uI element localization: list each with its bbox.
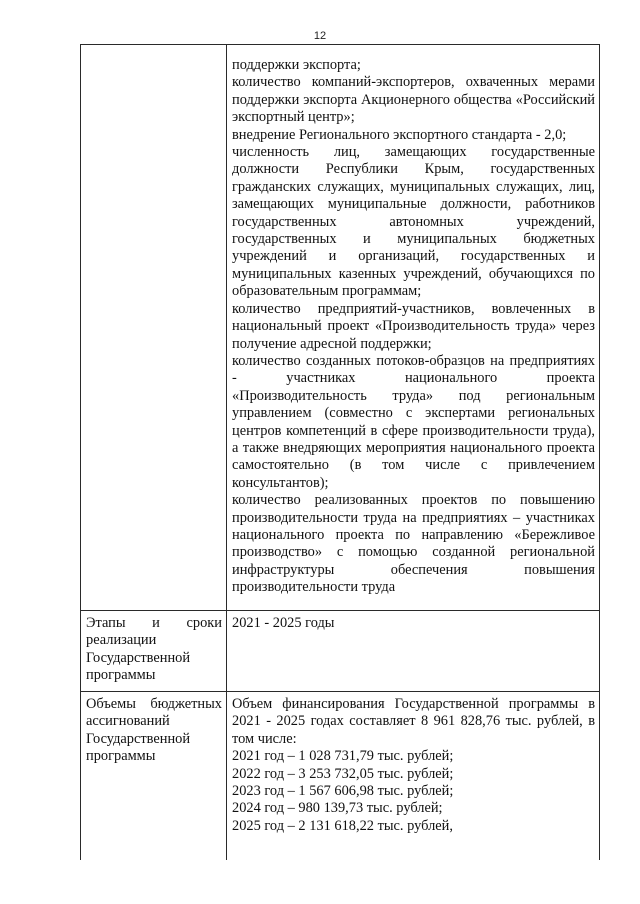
indicator-item: внедрение Регионального экспортного стандарта - 2,0; xyxy=(232,126,567,143)
stages-label-cell: Этапы и сроки реализации Государственной программы xyxy=(81,611,227,692)
table-row-indicators xyxy=(81,45,600,611)
page-number: 12 xyxy=(313,30,327,42)
indicators-label-cell xyxy=(81,45,227,611)
budget-year-line: 2022 год – 3 253 732,05 тыс. рублей; xyxy=(232,765,454,782)
budget-intro: Объем финансирования Государственной программы в 2021 - 2025 годах составляет 8 961 828,76 тыс. рублей, в том числе: xyxy=(232,696,595,747)
budget-year-line: 2021 год – 1 028 731,79 тыс. рублей; xyxy=(232,748,454,765)
indicators-value-cell xyxy=(227,45,600,611)
table-row-budget xyxy=(81,692,600,861)
budget-value-cell xyxy=(227,692,600,861)
indicator-item: количество созданных потоков-образцов на предприятиях - участниках национального проекта «Производительность труда» под региональным управлением (совместно с экспертами региональных центров компетенций в сфере производительности труда), а также внедряющих мероприятия национального проекта самостоятельно (в том числе с привлечением консультантов); xyxy=(232,352,595,491)
table-row-stages xyxy=(81,611,600,692)
budget-year-line: 2024 год – 980 139,73 тыс. рублей; xyxy=(232,800,443,817)
indicator-item: количество реализованных проектов по повышению производительности труда на предприятиях – участниках национального проекта по направлению «Бережливое производство» с помощью созданной региональной инфраструктуры обеспечения повышения производительности труда xyxy=(232,492,595,596)
indicator-item: численность лиц, замещающих государственные должности Республики Крым, государственных гражданских служащих, муниципальных служащих, лиц, замещающих муниципальные должности, работников государственных автономных учреждений, государственных и муниципальных бюджетных учреждений и организаций, государственных и муниципальных казенных учреждений, обучающихся по образовательным программам; xyxy=(232,144,595,300)
budget-year-line: 2025 год – 2 131 618,22 тыс. рублей, xyxy=(232,817,453,834)
budget-year-line: 2023 год – 1 567 606,98 тыс. рублей; xyxy=(232,783,454,800)
passport-table xyxy=(80,44,600,860)
indicator-item: количество компаний-экспортеров, охваченных мерами поддержки экспорта Акционерного общества «Российский экспортный центр»; xyxy=(232,74,595,126)
stages-value-cell: 2021 - 2025 годы xyxy=(227,611,600,692)
indicator-item: поддержки экспорта; xyxy=(232,57,361,73)
indicator-item: количество предприятий-участников, вовлеченных в национальный проект «Производительность труда» через получение адресной поддержки; xyxy=(232,300,595,352)
budget-label-cell: Объемы бюджетных ассигнований Государственной программы xyxy=(81,692,227,861)
